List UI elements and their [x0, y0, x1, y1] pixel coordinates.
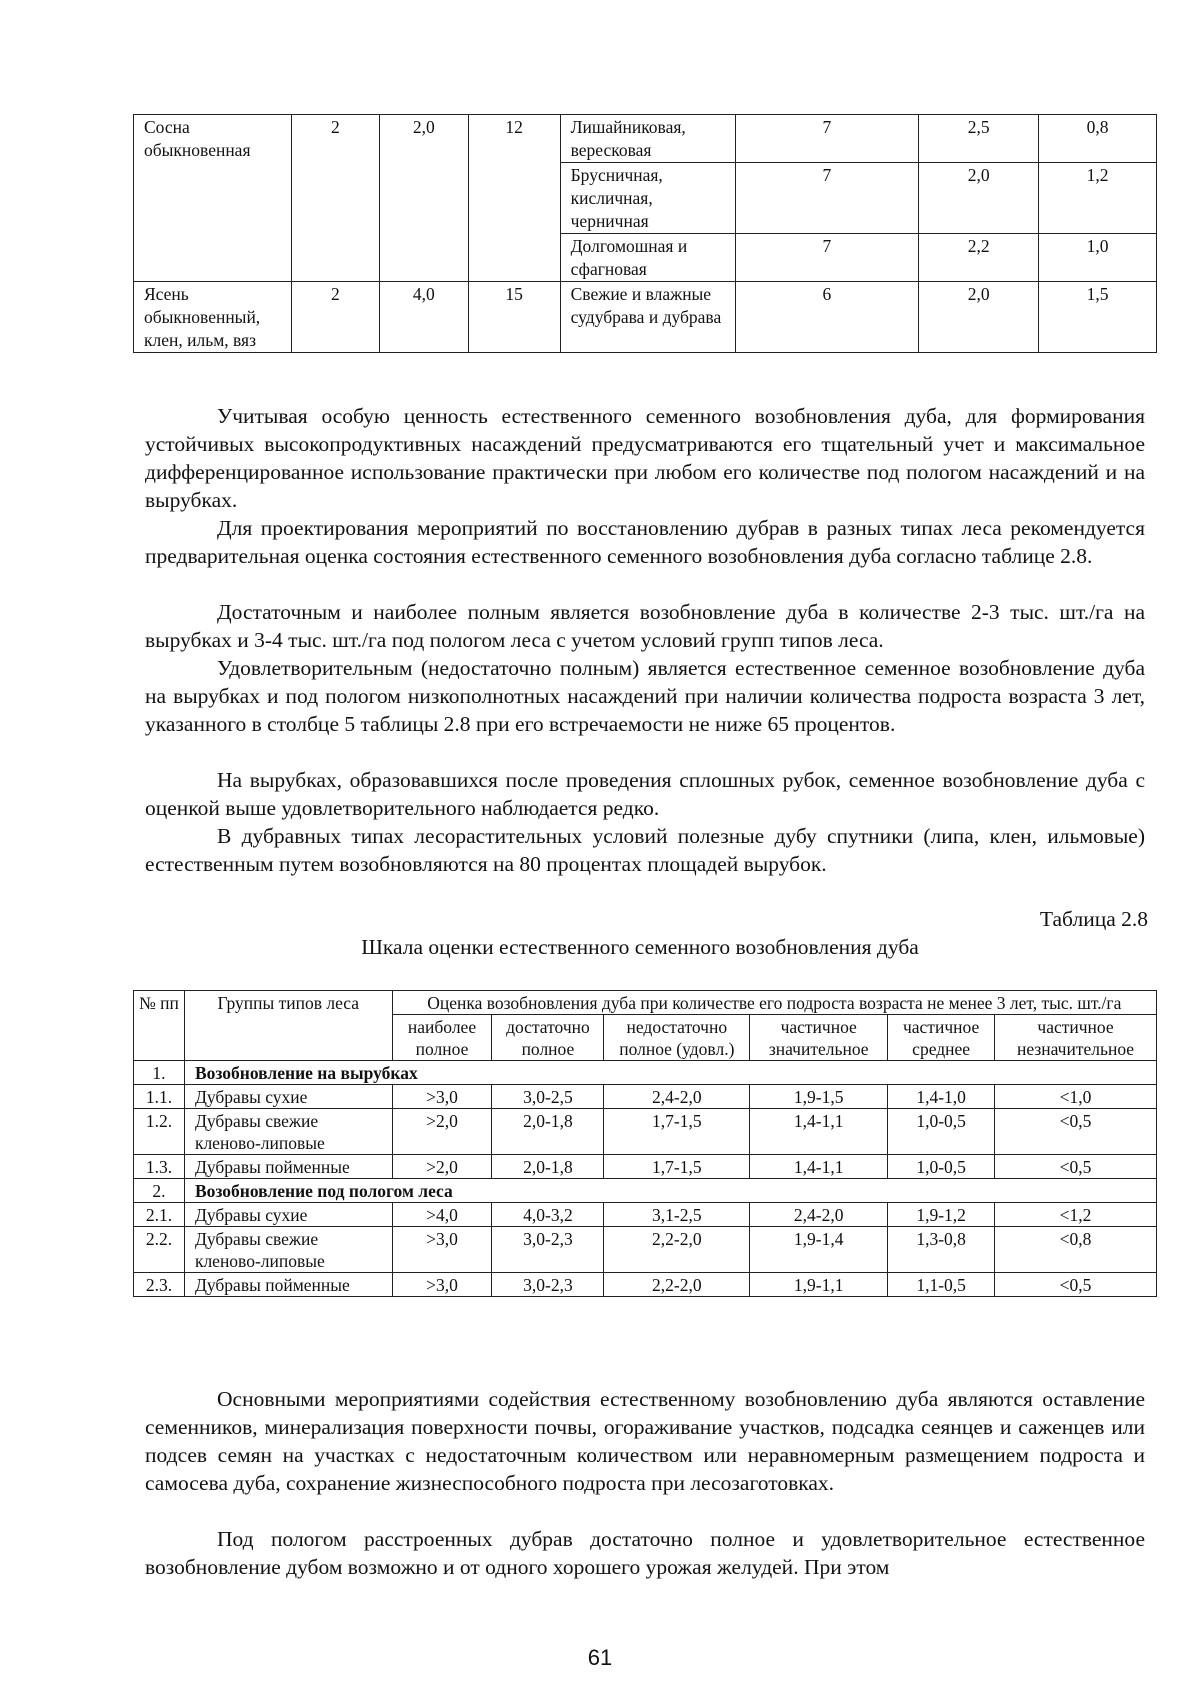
table-cell: 2,0 — [919, 282, 1039, 353]
table-cell: 2,0-1,8 — [492, 1109, 604, 1155]
paragraph: В дубравных типах лесорастительных условий полезные дубу спутники (липа, клен, ильмовые) естественным путем возобновляются на 80 процентах площадей вырубок. — [145, 824, 1145, 876]
table-cell: 6 — [735, 282, 919, 353]
table-cell: 15 — [468, 282, 560, 353]
section-title: Возобновление на вырубках — [184, 1061, 1156, 1085]
table-cell: 2,5 — [919, 115, 1039, 163]
table-row — [134, 1109, 1157, 1155]
row-num: 2.3. — [134, 1273, 185, 1297]
header-num: № пп — [134, 991, 185, 1061]
row-name: Дубравы сухие — [184, 1085, 392, 1109]
table-cell: 2 — [291, 282, 379, 353]
table-cell: 3,0-2,5 — [492, 1085, 604, 1109]
table-cell: 1,3-0,8 — [888, 1227, 995, 1273]
table-cell: 1,7-1,5 — [604, 1155, 750, 1179]
table-cell: Ясень обыкновенный, клен, ильм, вяз — [134, 282, 292, 353]
table-cell: <0,8 — [995, 1227, 1157, 1273]
section-title: Возобновление под пологом леса — [184, 1179, 1156, 1203]
table-cell: 1,9-1,5 — [750, 1085, 888, 1109]
section-num: 1. — [134, 1061, 185, 1085]
paragraph: Под пологом расстроенных дубрав достаточно полное и удовлетворительное естественное возобновление дубом возможно и от одного хорошего урожая желудей. При этом — [145, 1527, 1145, 1579]
row-name: Дубравы пойменные — [184, 1273, 392, 1297]
table-cell: >4,0 — [392, 1203, 492, 1227]
table-cell: 1,4-1,1 — [750, 1109, 888, 1155]
paragraph: На вырубках, образовавшихся после проведения сплошных рубок, семенное возобновление дуба с оценкой выше удовлетворительного наблюдается редко. — [145, 768, 1145, 820]
table-cell: Лишайниковая, вересковая — [560, 115, 735, 163]
table-row — [134, 115, 1157, 163]
table-cell: >3,0 — [392, 1227, 492, 1273]
table-cell: 2,0 — [379, 115, 468, 282]
table-header-row — [134, 991, 1157, 1015]
table-row — [134, 1155, 1157, 1179]
row-num: 2.2. — [134, 1227, 185, 1273]
table-cell: 4,0-3,2 — [492, 1203, 604, 1227]
table-cell: >2,0 — [392, 1109, 492, 1155]
table-cell: Брусничная, кисличная, черничная — [560, 163, 735, 234]
table-cell: 1,9-1,2 — [888, 1203, 995, 1227]
subheader: частичное незначительное — [995, 1015, 1157, 1061]
row-num: 1.3. — [134, 1155, 185, 1179]
paragraph: Удовлетворительным (недостаточно полным) является естественное семенное возобновление дуба на вырубках и под пологом низкополнотных насаждений при наличии количества подроста возраста 3 лет, указанного в столбце 5 таблицы 2.8 при его встречаемости не ниже 65 процентов. — [145, 656, 1145, 736]
subheader: достаточно полное — [492, 1015, 604, 1061]
table-cell: >3,0 — [392, 1273, 492, 1297]
paragraph: Основными мероприятиями содействия естественному возобновлению дуба являются оставление семенников, минерализация поверхности почвы, огораживание участков, подсадка сеянцев и саженцев или подсев семян на участках с недостаточным количеством или неравномерным размещением подроста и самосева дуба, сохранение жизнеспособного подроста при лесозаготовках. — [145, 1387, 1145, 1495]
table-cell: 1,9-1,4 — [750, 1227, 888, 1273]
table-cell: 12 — [468, 115, 560, 282]
paragraph: Для проектирования мероприятий по восстановлению дубрав в разных типах леса рекомендуется предварительная оценка состояния естественного семенного возобновления дуба согласно таблице 2.8. — [145, 516, 1145, 568]
table-cell: 2,2-2,0 — [604, 1227, 750, 1273]
row-name: Дубравы пойменные — [184, 1155, 392, 1179]
table-row — [134, 1273, 1157, 1297]
table-row — [134, 1085, 1157, 1109]
subheader: частичное значительное — [750, 1015, 888, 1061]
table-cell: 2,4-2,0 — [750, 1203, 888, 1227]
table-title: Шкала оценки естественного семенного возобновления дуба — [361, 935, 919, 959]
table-row — [134, 1203, 1157, 1227]
subheader: частичное среднее — [888, 1015, 995, 1061]
table-cell: <0,5 — [995, 1155, 1157, 1179]
row-num: 2.1. — [134, 1203, 185, 1227]
table-cell: 2,2-2,0 — [604, 1273, 750, 1297]
table-cell: 2,0-1,8 — [492, 1155, 604, 1179]
table-cell: Свежие и влажные судубрава и дубрава — [560, 282, 735, 353]
table-cell: 1,4-1,1 — [750, 1155, 888, 1179]
header-main: Оценка возобновления дуба при количестве его подроста возраста не менее 3 лет, тыс. шт./га — [392, 991, 1156, 1015]
paragraph: Учитывая особую ценность естественного семенного возобновления дуба, для формирования устойчивых высокопродуктивных насаждений предусматриваются его тщательный учет и максимальное дифференцированное использование практически при любом его количестве под пологом насаждений и на вырубках. — [145, 404, 1145, 512]
header-group: Группы типов леса — [184, 991, 392, 1061]
table-cell: 1,2 — [1039, 163, 1157, 234]
table-cell: 7 — [735, 115, 919, 163]
table-cell: 7 — [735, 163, 919, 234]
table-cell: 7 — [735, 234, 919, 282]
table-cell: 1,1-0,5 — [888, 1273, 995, 1297]
table-cell: 2,0 — [919, 163, 1039, 234]
table-cell: Долгомошная и сфагновая — [560, 234, 735, 282]
table-cell: 1,9-1,1 — [750, 1273, 888, 1297]
table-cell: 1,0-0,5 — [888, 1109, 995, 1155]
table-cell: 0,8 — [1039, 115, 1157, 163]
table-cell: Сосна обыкновенная — [134, 115, 292, 282]
table-continuation — [133, 114, 1157, 353]
row-num: 1.1. — [134, 1085, 185, 1109]
row-name: Дубравы свежие кленово-липовые — [184, 1227, 392, 1273]
table-cell: <0,5 — [995, 1109, 1157, 1155]
table-cell: <1,2 — [995, 1203, 1157, 1227]
table-cell: >3,0 — [392, 1085, 492, 1109]
row-name: Дубравы сухие — [184, 1203, 392, 1227]
section-num: 2. — [134, 1179, 185, 1203]
table-cell: <0,5 — [995, 1273, 1157, 1297]
page-number: 61 — [587, 1645, 613, 1670]
table-cell: 2,4-2,0 — [604, 1085, 750, 1109]
subheader: недостаточно полное (удовл.) — [604, 1015, 750, 1061]
section-row — [134, 1179, 1157, 1203]
table-cell: 2 — [291, 115, 379, 282]
table-cell: 2,2 — [919, 234, 1039, 282]
table-cell: >2,0 — [392, 1155, 492, 1179]
subheader: наиболее полное — [392, 1015, 492, 1061]
row-name: Дубравы свежие кленово-липовые — [184, 1109, 392, 1155]
table-cell: 1,7-1,5 — [604, 1109, 750, 1155]
section-row — [134, 1061, 1157, 1085]
table-number: Таблица 2.8 — [1039, 907, 1148, 931]
table-cell: 3,0-2,3 — [492, 1273, 604, 1297]
table-cell: 4,0 — [379, 282, 468, 353]
table-cell: 1,4-1,0 — [888, 1085, 995, 1109]
table-cell: <1,0 — [995, 1085, 1157, 1109]
table-cell: 1,0-0,5 — [888, 1155, 995, 1179]
table-cell: 3,0-2,3 — [492, 1227, 604, 1273]
table-cell: 1,0 — [1039, 234, 1157, 282]
table-cell: 3,1-2,5 — [604, 1203, 750, 1227]
row-num: 1.2. — [134, 1109, 185, 1155]
paragraph: Достаточным и наиболее полным является возобновление дуба в количестве 2-3 тыс. шт./га на вырубках и 3-4 тыс. шт./га под пологом леса с учетом условий групп типов леса. — [145, 600, 1145, 652]
table-row — [134, 1227, 1157, 1273]
table-row — [134, 282, 1157, 353]
table-cell: 1,5 — [1039, 282, 1157, 353]
table-2-8 — [133, 990, 1157, 1297]
